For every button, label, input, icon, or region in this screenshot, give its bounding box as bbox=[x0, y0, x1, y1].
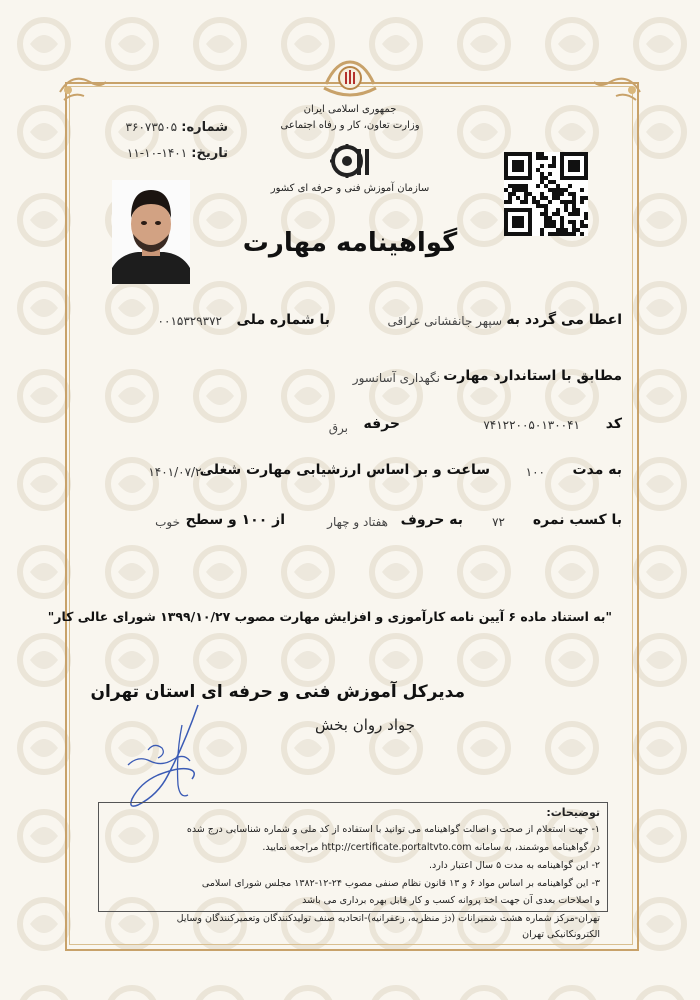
footer-line-1: تهران-مرکز شماره هشت شمیرانات (دژ منظریه، زعفرانیه)-اتحادیه صنف تولیدکنندگان وتعمیرکنندگان وسایل bbox=[176, 913, 600, 924]
code-value: ۷۴۱۲۲۰۰۵۰۱۳۰۰۴۱ bbox=[483, 418, 580, 432]
duration-value: ۱۰۰ bbox=[525, 465, 545, 479]
awarded-label: اعطا می گردد به bbox=[506, 312, 622, 328]
trade-value: برق bbox=[328, 421, 348, 435]
words-value: هفتاد و چهار bbox=[327, 515, 388, 529]
doc-number bbox=[108, 120, 228, 135]
signature bbox=[118, 695, 228, 815]
footer-line-2: الکترونکانیکی تهران bbox=[522, 929, 600, 940]
level-label: از ۱۰۰ و سطح bbox=[185, 512, 285, 528]
qr-code bbox=[504, 152, 588, 236]
doc-number-value: ۳۶۰۷۳۵۰۵ bbox=[125, 120, 178, 134]
standard-label: مطابق با استاندارد مهارت bbox=[443, 368, 622, 384]
corner-ornament-left bbox=[58, 70, 108, 106]
exam-date-value: ۱۴۰۱/۰۷/۲۰ bbox=[148, 465, 208, 479]
holder-photo bbox=[112, 180, 190, 284]
notes-heading: توضیحات: bbox=[546, 806, 600, 819]
signatory-name: جواد روان بخش bbox=[314, 716, 416, 734]
bylaw-text: "به استناد ماده ۶ آیین نامه کارآموزی و افزایش مهارت مصوب ۱۳۹۹/۱۰/۲۷ شورای عالی کار" bbox=[47, 609, 612, 624]
emblem-icon bbox=[322, 58, 378, 102]
code-label: کد bbox=[605, 416, 622, 432]
trade-label: حرفه bbox=[363, 416, 400, 432]
awarded-value: سپهر جانفشانی عراقی bbox=[387, 314, 502, 328]
signatory-title: مدیرکل آموزش فنی و حرفه ای استان تهران bbox=[90, 682, 465, 702]
notes-line-5: و اصلاحات بعدی آن جهت اخذ پروانه کسب و کار قابل بهره برداری می باشد bbox=[302, 895, 600, 906]
duration-label: به مدت bbox=[572, 462, 622, 478]
doc-date-value: ۱۴۰۱-۱۰-۱۱ bbox=[126, 146, 188, 160]
certificate-title: گواهینامه مهارت bbox=[242, 228, 458, 258]
org-name: سازمان آموزش فنی و حرفه ای کشور bbox=[270, 183, 430, 194]
doc-number-label: شماره: bbox=[181, 120, 228, 135]
gov-line-1: جمهوری اسلامی ایران bbox=[303, 104, 397, 115]
level-value: خوب bbox=[155, 515, 180, 529]
corner-ornament-right bbox=[592, 70, 642, 106]
gov-line-2: وزارت تعاون، کار و رفاه اجتماعی bbox=[280, 120, 420, 131]
notes-line-3: ۲- این گواهینامه به مدت ۵ سال اعتبار دارد. bbox=[429, 860, 600, 871]
national-id-value: ۰۰۱۵۳۲۹۳۷۲ bbox=[157, 314, 222, 328]
standard-value: نگهداری آسانسور bbox=[352, 371, 440, 385]
doc-date bbox=[100, 146, 228, 161]
score-value: ۷۲ bbox=[492, 515, 505, 529]
national-id-label: با شماره ملی bbox=[236, 312, 330, 328]
words-label: به حروف bbox=[400, 512, 463, 528]
notes-line-2: در گواهینامه موشمند، به سامانه http://certificate.portaltvto.com مراجعه نمایید. bbox=[262, 842, 600, 853]
hours-label: ساعت و بر اساس ارزشیابی مهارت شغلی bbox=[199, 462, 490, 478]
notes-line-1: ۱- جهت استعلام از صحت و اصالت گواهینامه می توانید با استفاده از کد ملی و شماره شناسایی درج شده bbox=[186, 824, 600, 835]
notes-line-4: ۳- این گواهینامه بر اساس مواد ۶ و ۱۳ قانون نظام صنفی مصوب ۲۴-۱۲-۱۳۸۲ مجلس شورای اسلامی bbox=[201, 878, 600, 889]
doc-date-label: تاریخ: bbox=[191, 146, 228, 161]
score-label: با کسب نمره bbox=[532, 512, 622, 528]
tvto-logo-icon bbox=[327, 143, 373, 179]
